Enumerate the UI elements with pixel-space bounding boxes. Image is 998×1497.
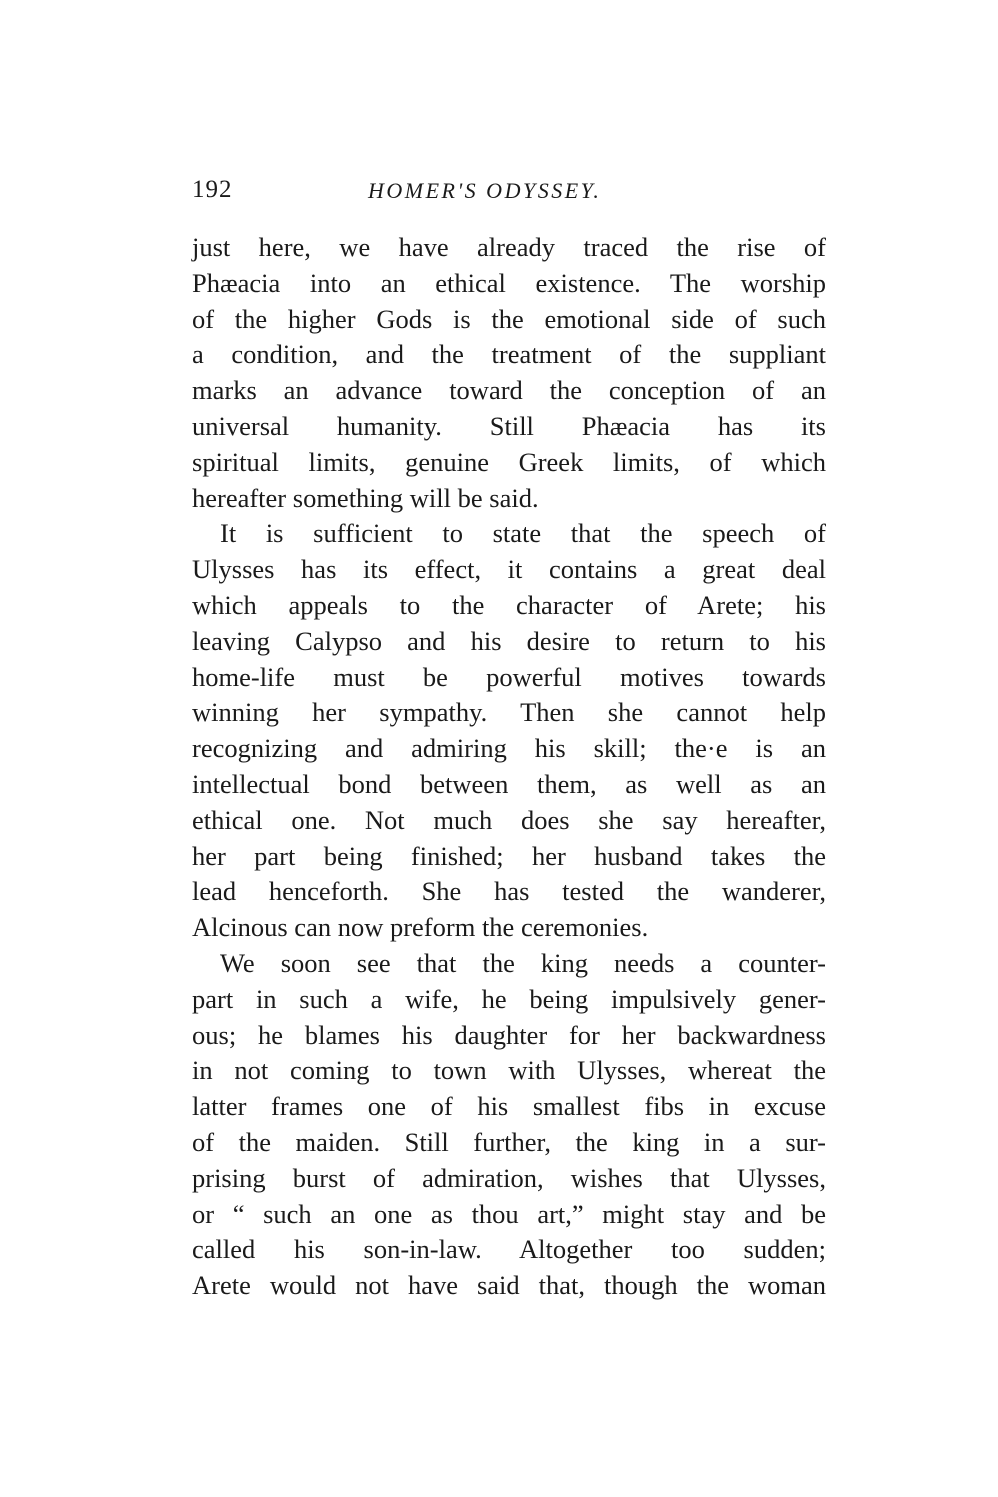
text-line: a condition, and the treatment of the suppliant — [192, 339, 826, 370]
text-line: of the higher Gods is the emotional side of such — [192, 303, 826, 334]
text-line: universal humanity. Still Phæacia has its — [192, 410, 826, 441]
text-line: which appeals to the character of Arete; his — [192, 589, 826, 620]
text-line: recognizing and admiring his skill; the·e is an — [192, 733, 826, 764]
text-line: intellectual bond between them, as well as an — [192, 768, 826, 799]
paragraph — [192, 516, 826, 946]
page-number: 192 — [192, 176, 233, 203]
text-line: latter frames one of his smallest fibs in excuse — [192, 1091, 826, 1122]
text-line: Ulysses has its effect, it contains a great deal — [192, 554, 826, 585]
text-line: ous; he blames his daughter for her backwardness — [192, 1019, 826, 1050]
text-line: her part being finished; her husband takes the — [192, 840, 826, 871]
text-line: or “ such an one as thou art,” might stay and be — [192, 1198, 826, 1229]
body-text — [192, 230, 826, 1304]
text-line: Alcinous can now preform the ceremonies. — [192, 912, 649, 943]
text-line: hereafter something will be said. — [192, 482, 539, 513]
text-line: We soon see that the king needs a counter- — [220, 947, 826, 978]
text-line: of the maiden. Still further, the king in a sur- — [192, 1126, 826, 1157]
text-line: Arete would not have said that, though the woman — [192, 1270, 826, 1301]
running-head — [192, 176, 826, 212]
running-title: HOMER'S ODYSSEY. — [368, 178, 602, 203]
text-line: lead henceforth. She has tested the wanderer, — [192, 876, 826, 907]
text-line: winning her sympathy. Then she cannot help — [192, 697, 826, 728]
text-line: part in such a wife, he being impulsively gener- — [192, 983, 826, 1014]
text-line: just here, we have already traced the rise of — [192, 232, 826, 262]
paragraph — [192, 946, 826, 1304]
text-line: in not coming to town with Ulysses, whereat the — [192, 1055, 826, 1086]
text-line: leaving Calypso and his desire to return to his — [192, 625, 826, 656]
text-line: home-life must be powerful motives towards — [192, 661, 826, 692]
text-line: marks an advance toward the conception of an — [192, 375, 826, 406]
text-line: ethical one. Not much does she say hereafter, — [192, 804, 826, 835]
text-line: Phæacia into an ethical existence. The worship — [192, 267, 826, 298]
text-line: prising burst of admiration, wishes that Ulysses, — [192, 1162, 826, 1193]
text-line: called his son-in-law. Altogether too sudden; — [192, 1234, 826, 1265]
text-line: spiritual limits, genuine Greek limits, of which — [192, 446, 826, 477]
paragraph — [192, 230, 826, 516]
text-line: It is sufficient to state that the speech of — [220, 518, 826, 549]
